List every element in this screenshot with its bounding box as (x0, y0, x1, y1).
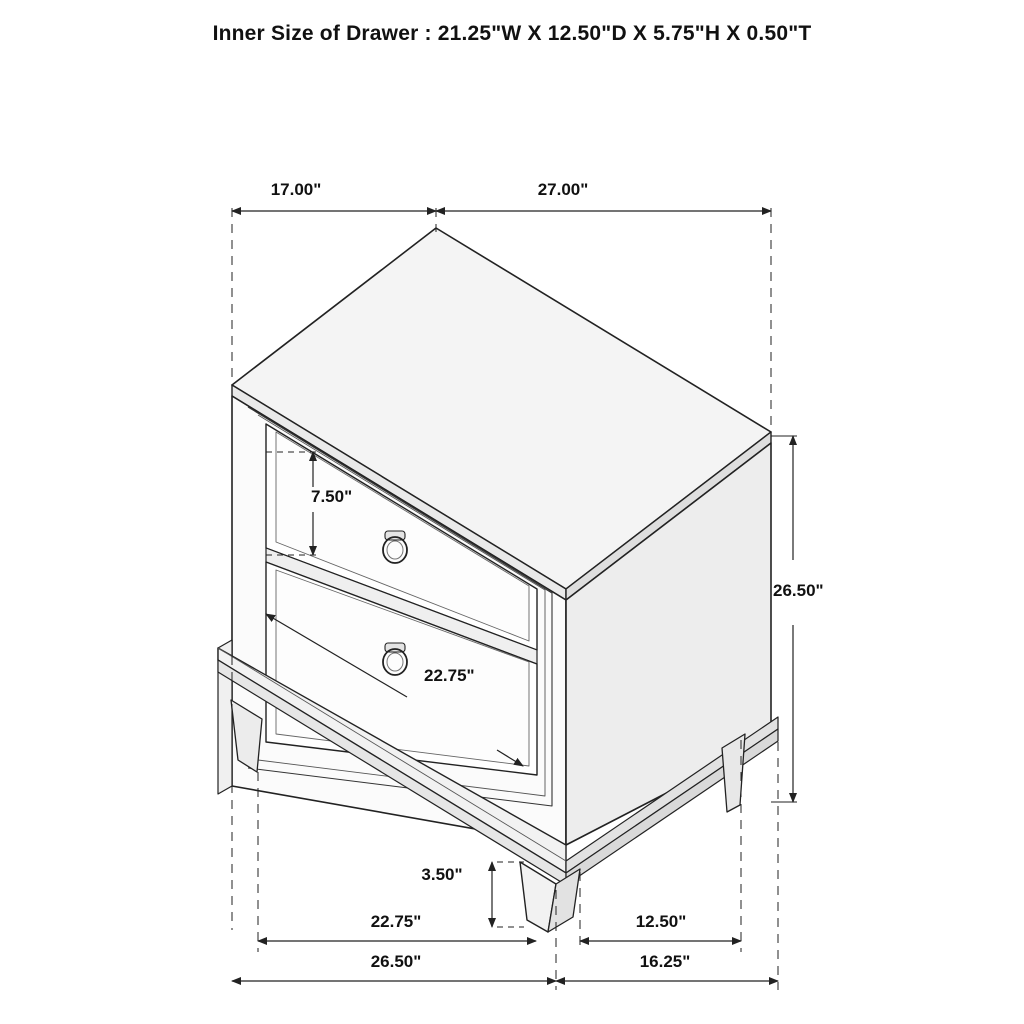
dim-label-drawer-width: 22.75" (424, 666, 475, 685)
page-title: Inner Size of Drawer : 21.25"W X 12.50"D X 5.75"H X 0.50"T (212, 22, 812, 45)
dim-label-front-width-outer: 26.50" (370, 952, 422, 971)
nightstand-body (218, 228, 778, 932)
leg-back-right (722, 734, 745, 812)
dim-label-side-depth-outer: 16.25" (639, 952, 691, 971)
dim-label-side-depth-inner: 12.50" (635, 912, 687, 931)
leg-front-center-side (548, 869, 580, 932)
dim-label-overall-height: 26.50" (773, 581, 824, 600)
dim-label-drawer-height: 7.50" (311, 487, 353, 506)
dim-label-top-left-width: 17.00" (270, 180, 322, 199)
dim-label-front-width-inner: 22.75" (370, 912, 422, 931)
dim-label-leg-height: 3.50" (421, 865, 463, 884)
dim-label-top-right-width: 27.00" (537, 180, 589, 199)
